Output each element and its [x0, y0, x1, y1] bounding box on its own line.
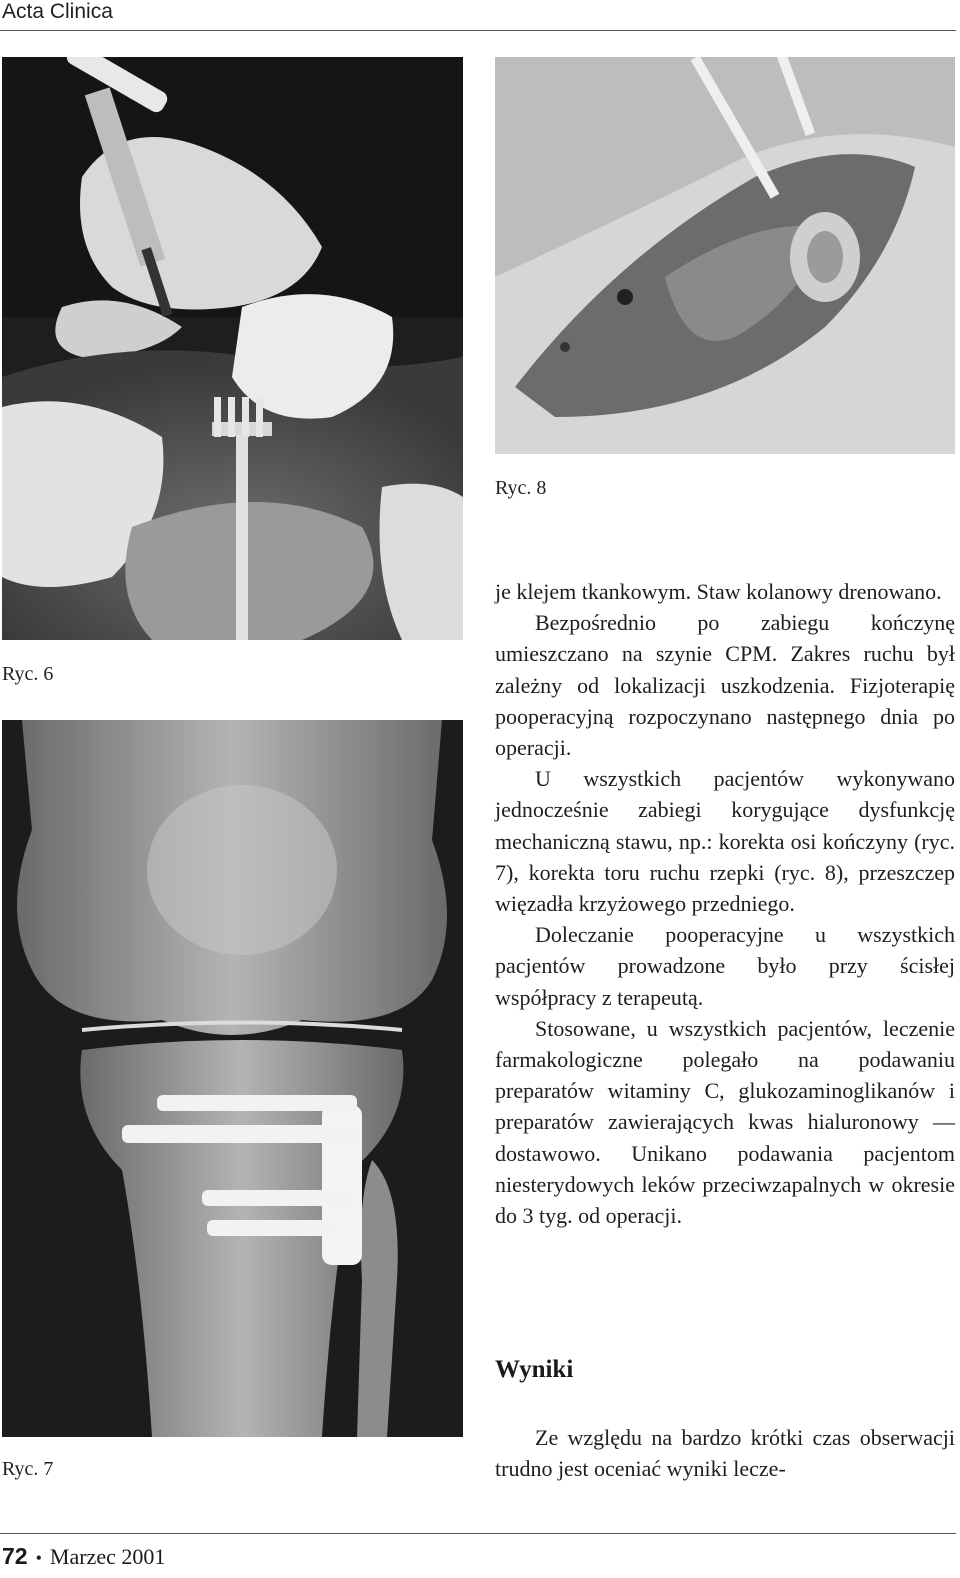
body-text-column	[495, 576, 955, 1231]
journal-title: Acta Clinica	[2, 0, 113, 23]
figure-7-xray	[2, 720, 463, 1437]
figure-8-image	[495, 57, 955, 454]
paragraph-4: Doleczanie pooperacyjne u wszystkich pacjentów prowadzone było przy ścisłej współpracy z terapeutą.	[495, 922, 955, 1010]
issue-date: Marzec 2001	[49, 1544, 166, 1569]
figure-8-caption: Ryc. 8	[495, 477, 547, 499]
page-number: 72	[2, 1543, 28, 1569]
paragraph-1: je klejem tkankowym. Staw kolanowy drenowano.	[495, 579, 942, 604]
paragraph-3: U wszystkich pacjentów wykonywano jednocześnie zabiegi korygujące dysfunkcję mechaniczną stawu, np.: korekta osi kończyny (ryc. 7), korekta toru ruchu rzepki (ryc. 8), przeszczep więzadła krzyżowego przedniego.	[495, 766, 955, 917]
results-text-column	[495, 1422, 955, 1484]
section-heading-results: Wyniki	[495, 1356, 574, 1383]
page-footer	[2, 1543, 165, 1570]
header-divider	[0, 30, 956, 31]
paragraph-5: Stosowane, u wszystkich pacjentów, leczenie farmakologiczne polegało na podawaniu preparatów witaminy C, glukozaminoglikanów i preparatów zawierających kwas hialuronowy — dostawowo. Unikano podawania pacjentom niesterydowych leków przeciwzapalnych w okresie do 3 tyg. od operacji.	[495, 1015, 955, 1229]
figure-7-image	[2, 720, 463, 1437]
figure-6-image	[2, 57, 463, 640]
figure-8-surgery-photo	[495, 57, 955, 454]
footer-divider	[0, 1533, 956, 1534]
figure-6-caption: Ryc. 6	[2, 663, 54, 685]
results-paragraph: Ze względu na bardzo krótki czas obserwacji trudno jest oceniać wyniki lecze-	[495, 1425, 955, 1482]
figure-6-surgery-photo	[2, 57, 463, 640]
figure-7-caption: Ryc. 7	[2, 1458, 54, 1480]
footer-bullet: •	[35, 1548, 42, 1568]
paragraph-2: Bezpośrednio po zabiegu kończynę umieszczano na szynie CPM. Zakres ruchu był zależny od lokalizacji uszkodzenia. Fizjoterapię pooperacyjną rozpoczynano następnego dnia po operacji.	[495, 610, 955, 761]
